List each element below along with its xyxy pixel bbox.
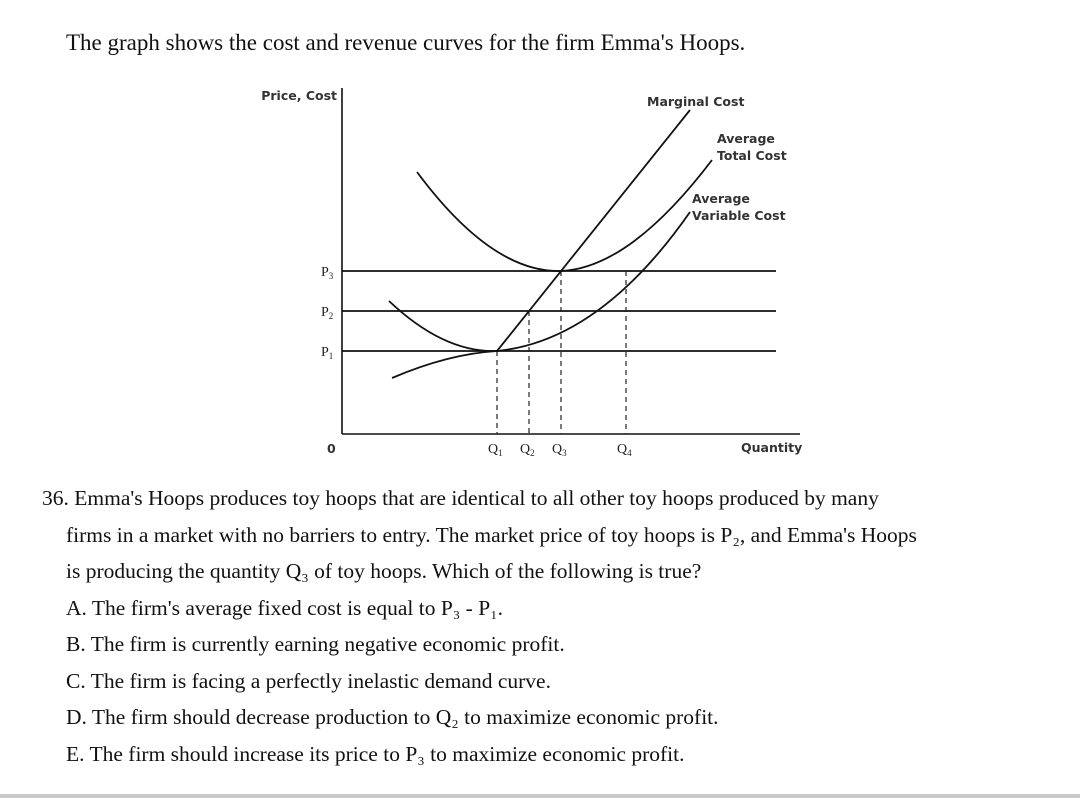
option-c[interactable]: C. The firm is facing a perfectly inelastic demand curve. [66, 668, 551, 693]
origin-label: 0 [327, 441, 336, 456]
atc-curve [417, 160, 712, 271]
mc-label: Marginal Cost [647, 94, 745, 109]
option-d[interactable]: D. The firm should decrease production to Q₂ to maximize economic profit. [66, 705, 719, 729]
y-axis-label: Price, Cost [261, 88, 337, 103]
q3-label: $Q_3$ [552, 442, 567, 458]
intro-text: The graph shows the cost and revenue curves for the firm Emma's Hoops. [66, 30, 746, 55]
avc-label-line1: Average [692, 191, 750, 206]
avc-label-line2: Variable Cost [692, 208, 786, 223]
atc-label-line1: Average [717, 131, 775, 146]
question-line-2: firms in a market with no barriers to entry. The market price of toy hoops is P₂, and Emma's Hoops [66, 522, 917, 547]
question-block [42, 480, 1052, 772]
bottom-divider [0, 794, 1080, 798]
atc-label-line2: Total Cost [717, 148, 787, 163]
q4-label: $Q_4$ [617, 442, 632, 458]
option-e[interactable]: E. The firm should increase its price to P₃ to maximize economic profit. [66, 741, 685, 766]
marginal-cost-curve [392, 110, 690, 378]
p2-label: $P_2$ [321, 305, 334, 321]
p3-label: $P_3$ [321, 265, 334, 281]
option-b[interactable]: B. The firm is currently earning negative economic profit. [66, 632, 565, 656]
q2-label: $Q_2$ [520, 442, 535, 458]
p1-label: $P_1$ [321, 345, 334, 361]
q1-label: $Q_1$ [488, 442, 503, 458]
question-line-1: 36. Emma's Hoops produces toy hoops that are identical to all other toy hoops produced by many [42, 486, 879, 510]
question-line-3: is producing the quantity Q₃ of toy hoops. Which of the following is true? [66, 559, 702, 583]
x-axis-label: Quantity [741, 440, 803, 455]
option-a[interactable]: A. The firm's average fixed cost is equal to P₃ - P₁. [66, 595, 504, 620]
